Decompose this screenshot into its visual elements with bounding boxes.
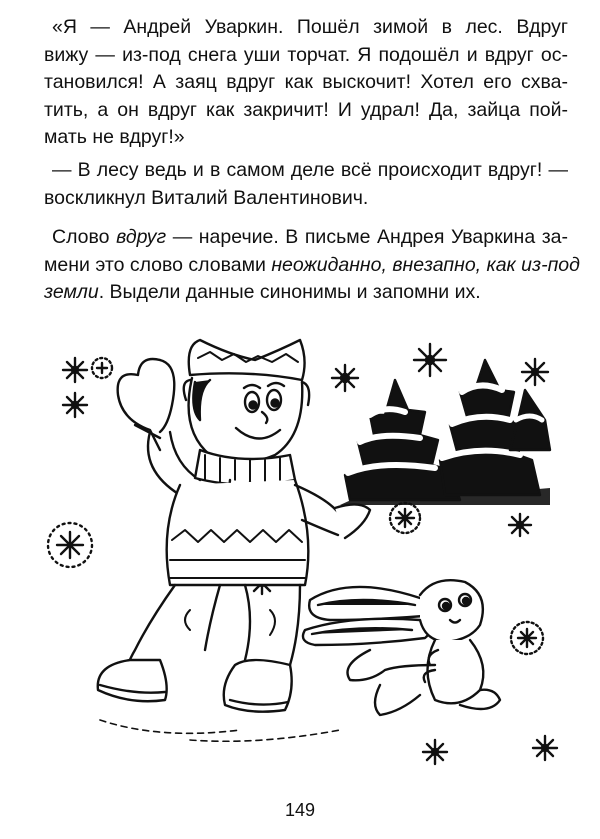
exercise-line: мени это слово словами неожиданно, внезапно, как из-под (44, 253, 580, 276)
hare-figure (303, 580, 500, 715)
story-paragraph (44, 14, 568, 152)
exercise-paragraph (44, 224, 580, 307)
dialogue-line: воскликнул Виталий Валентинович. (44, 186, 369, 209)
exercise-line: Слово вдруг — наречие. В письме Андрея Уваркина за- (52, 226, 568, 248)
snowflake-icon (390, 503, 420, 533)
story-line: мать не вдруг!» (44, 126, 185, 148)
snowy-fir-trees (340, 360, 550, 505)
page-number: 149 (284, 800, 316, 820)
story-line: тановился! А заяц вдруг как выскочит! Хотел его схва- (44, 71, 568, 93)
snowflake-icon (92, 358, 112, 378)
snowflake-icon (511, 622, 543, 654)
illustration-boy-and-hare (40, 320, 570, 780)
snowflake-icon (63, 393, 87, 417)
exercise-line: земли. Выдели данные синонимы и запомни их. (44, 281, 481, 303)
boy-figure (98, 340, 370, 741)
story-line: тить, а он вдруг как закричит! И удрал! Да, зайца пой- (44, 98, 568, 121)
snowflake-icon (522, 359, 548, 385)
story-line: «Я — Андрей Уваркин. Пошёл зимой в лес. Вдруг (52, 16, 568, 38)
snowflake-icon (533, 736, 557, 760)
snowflake-icon (332, 365, 358, 391)
snowflake-icon (423, 740, 447, 764)
dialogue-paragraph (44, 157, 568, 212)
snowflake-icon (63, 358, 87, 382)
snowflake-icon (509, 514, 531, 536)
story-line: вижу — из-под снега уши торчат. Я подошёл и вдруг ос- (44, 43, 568, 66)
snowflake-icon (414, 344, 446, 376)
dialogue-line: — В лесу ведь и в самом деле всё происходит вдруг! — (52, 159, 568, 181)
snowflake-icon (48, 523, 92, 567)
